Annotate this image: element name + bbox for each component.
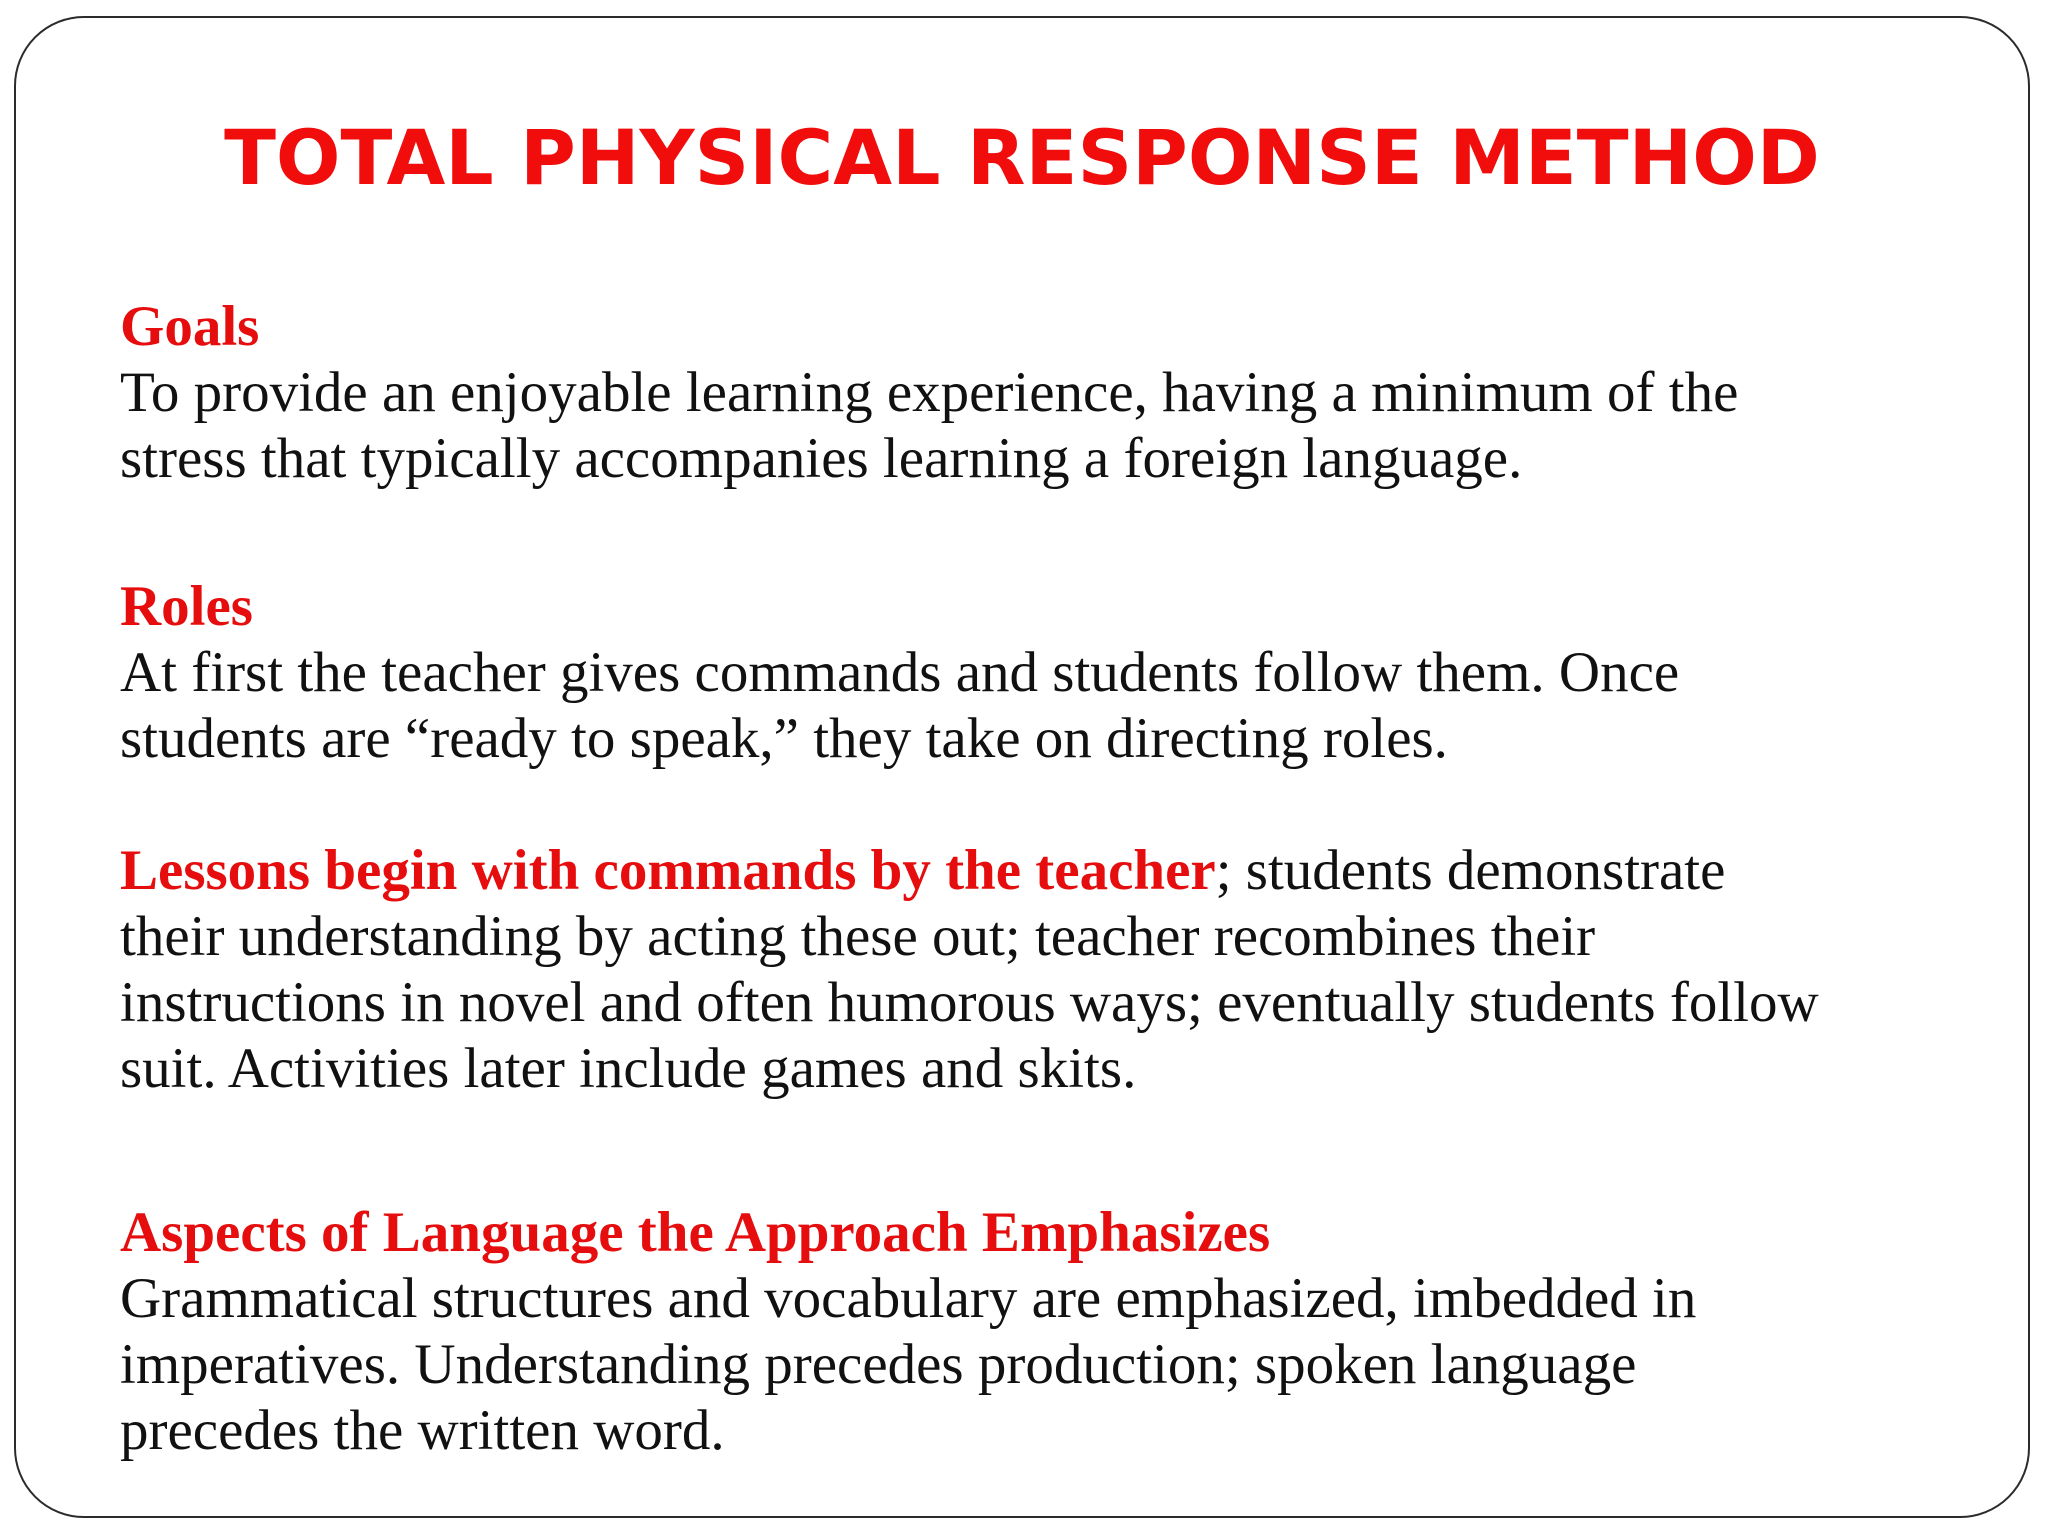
lessons-text-line-3: instructions in novel and often humorous ways; eventually students follow — [120, 971, 1819, 1034]
aspects-heading: Aspects of Language the Approach Emphasizes — [120, 1201, 1271, 1264]
aspects-text-line-1: Grammatical structures and vocabulary are emphasized, imbedded in — [120, 1267, 1697, 1330]
slide-title: TOTAL PHYSICAL RESPONSE METHOD — [224, 113, 1820, 202]
aspects-text-line-3: precedes the written word. — [120, 1399, 725, 1462]
section-aspects — [120, 1200, 2020, 1464]
goals-text-line-2: stress that typically accompanies learning a foreign language. — [120, 427, 1523, 490]
lessons-first-line — [120, 838, 2020, 904]
section-lessons — [120, 838, 2020, 1102]
lessons-text-line-4: suit. Activities later include games and skits. — [120, 1037, 1137, 1100]
section-goals — [120, 294, 2020, 492]
lessons-heading: Lessons begin with commands by the teacher — [120, 839, 1216, 902]
roles-heading: Roles — [120, 575, 253, 638]
lessons-first-line-rest: ; students demonstrate — [1215, 839, 1726, 902]
roles-text-line-1: At first the teacher gives commands and students follow them. Once — [120, 641, 1680, 704]
goals-text-line-1: To provide an enjoyable learning experience, having a minimum of the — [120, 361, 1739, 424]
slide-frame — [14, 16, 2030, 1518]
goals-heading: Goals — [120, 295, 260, 358]
aspects-text-line-2: imperatives. Understanding precedes production; spoken language — [120, 1333, 1637, 1396]
roles-text-line-2: students are “ready to speak,” they take on directing roles. — [120, 707, 1448, 770]
section-roles — [120, 574, 2020, 772]
lessons-text-line-2: their understanding by acting these out; teacher recombines their — [120, 905, 1596, 968]
